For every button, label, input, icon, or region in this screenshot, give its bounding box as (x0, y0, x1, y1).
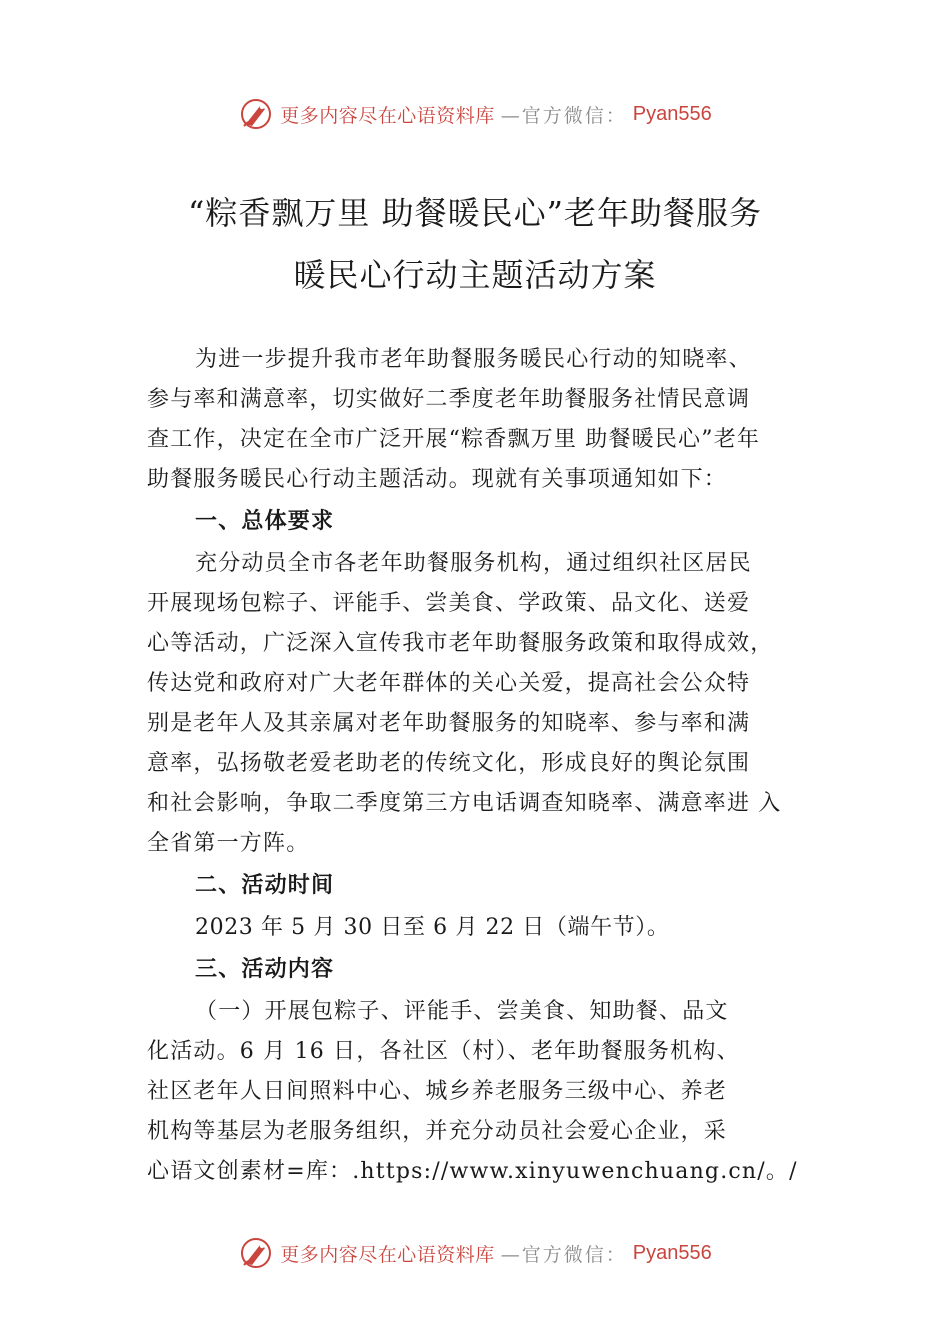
pen-nib-logo-icon (238, 1235, 274, 1271)
section-1-line: 全省第一方阵。 (147, 831, 310, 856)
banner-wechat-label: —官方微信： (500, 1243, 627, 1266)
section-2-heading: 二、活动时间 (195, 873, 335, 898)
document-title-line-2: 暖民心行动主题活动方案 (293, 256, 657, 294)
section-1-line: 和社会影响，争取二季度第三方电话调查知晓率、满意率进 入 (147, 791, 782, 816)
banner-brand-text: 更多内容尽在心语资料库 (280, 1243, 495, 1266)
section-3-line: 机构等基层为老服务组织，并充分动员社会爱心企业，采 (147, 1119, 728, 1144)
header-banner (0, 92, 950, 136)
banner-wechat-id: Pyan556 (632, 1241, 712, 1264)
banner-brand-text: 更多内容尽在心语资料库 (280, 104, 495, 127)
section-1-line: 别是老年人及其亲属对老年助餐服务的知晓率、参与率和满 (147, 711, 751, 736)
section-3-line: 化活动。6 月 16 日，各社区（村）、老年助餐服务机构、 (147, 1039, 740, 1064)
document-title-line-1: “粽香飘万里 助餐暖民心”老年助餐服务 (188, 194, 762, 232)
banner-wechat-label: —官方微信： (500, 104, 627, 127)
section-3-line: 心语文创素材=库：.https://www.xinyuwenchuang.cn/。/ (147, 1159, 798, 1184)
intro-line: 查工作，决定在全市广泛开展“粽香飘万里 助餐暖民心”老年 (147, 427, 761, 452)
section-1-line: 心等活动，广泛深入宣传我市老年助餐服务政策和取得成效， (147, 631, 774, 656)
section-1-heading: 一、总体要求 (195, 509, 335, 534)
section-1-line: 充分动员全市各老年助餐服务机构，通过组织社区居民 (195, 551, 752, 576)
section-3-heading: 三、活动内容 (195, 957, 335, 982)
footer-banner (0, 1231, 950, 1275)
section-1-line: 开展现场包粽子、评能手、尝美食、学政策、品文化、送爱 (147, 591, 751, 616)
banner-wechat-id: Pyan556 (632, 102, 712, 125)
document-body (147, 340, 831, 1192)
pen-nib-logo-icon (238, 96, 274, 132)
section-1-line: 传达党和政府对广大老年群体的关心关爱，提高社会公众特 (147, 671, 751, 696)
section-1-line: 意率，弘扬敬老爱老助老的传统文化，形成良好的舆论氛围 (147, 751, 751, 776)
intro-line: 参与率和满意率，切实做好二季度老年助餐服务社情民意调 (147, 387, 751, 412)
section-3-line: （一）开展包粽子、评能手、尝美食、知助餐、品文 (195, 999, 729, 1024)
section-3-line: 社区老年人日间照料中心、城乡养老服务三级中心、养老 (147, 1079, 728, 1104)
intro-line: 助餐服务暖民心行动主题活动。现就有关事项通知如下： (147, 467, 728, 492)
intro-line: 为进一步提升我市老年助餐服务暖民心行动的知晓率、 (195, 347, 752, 372)
section-2-date-line: 2023 年 5 月 30 日至 6 月 22 日（端午节）。 (195, 915, 670, 940)
